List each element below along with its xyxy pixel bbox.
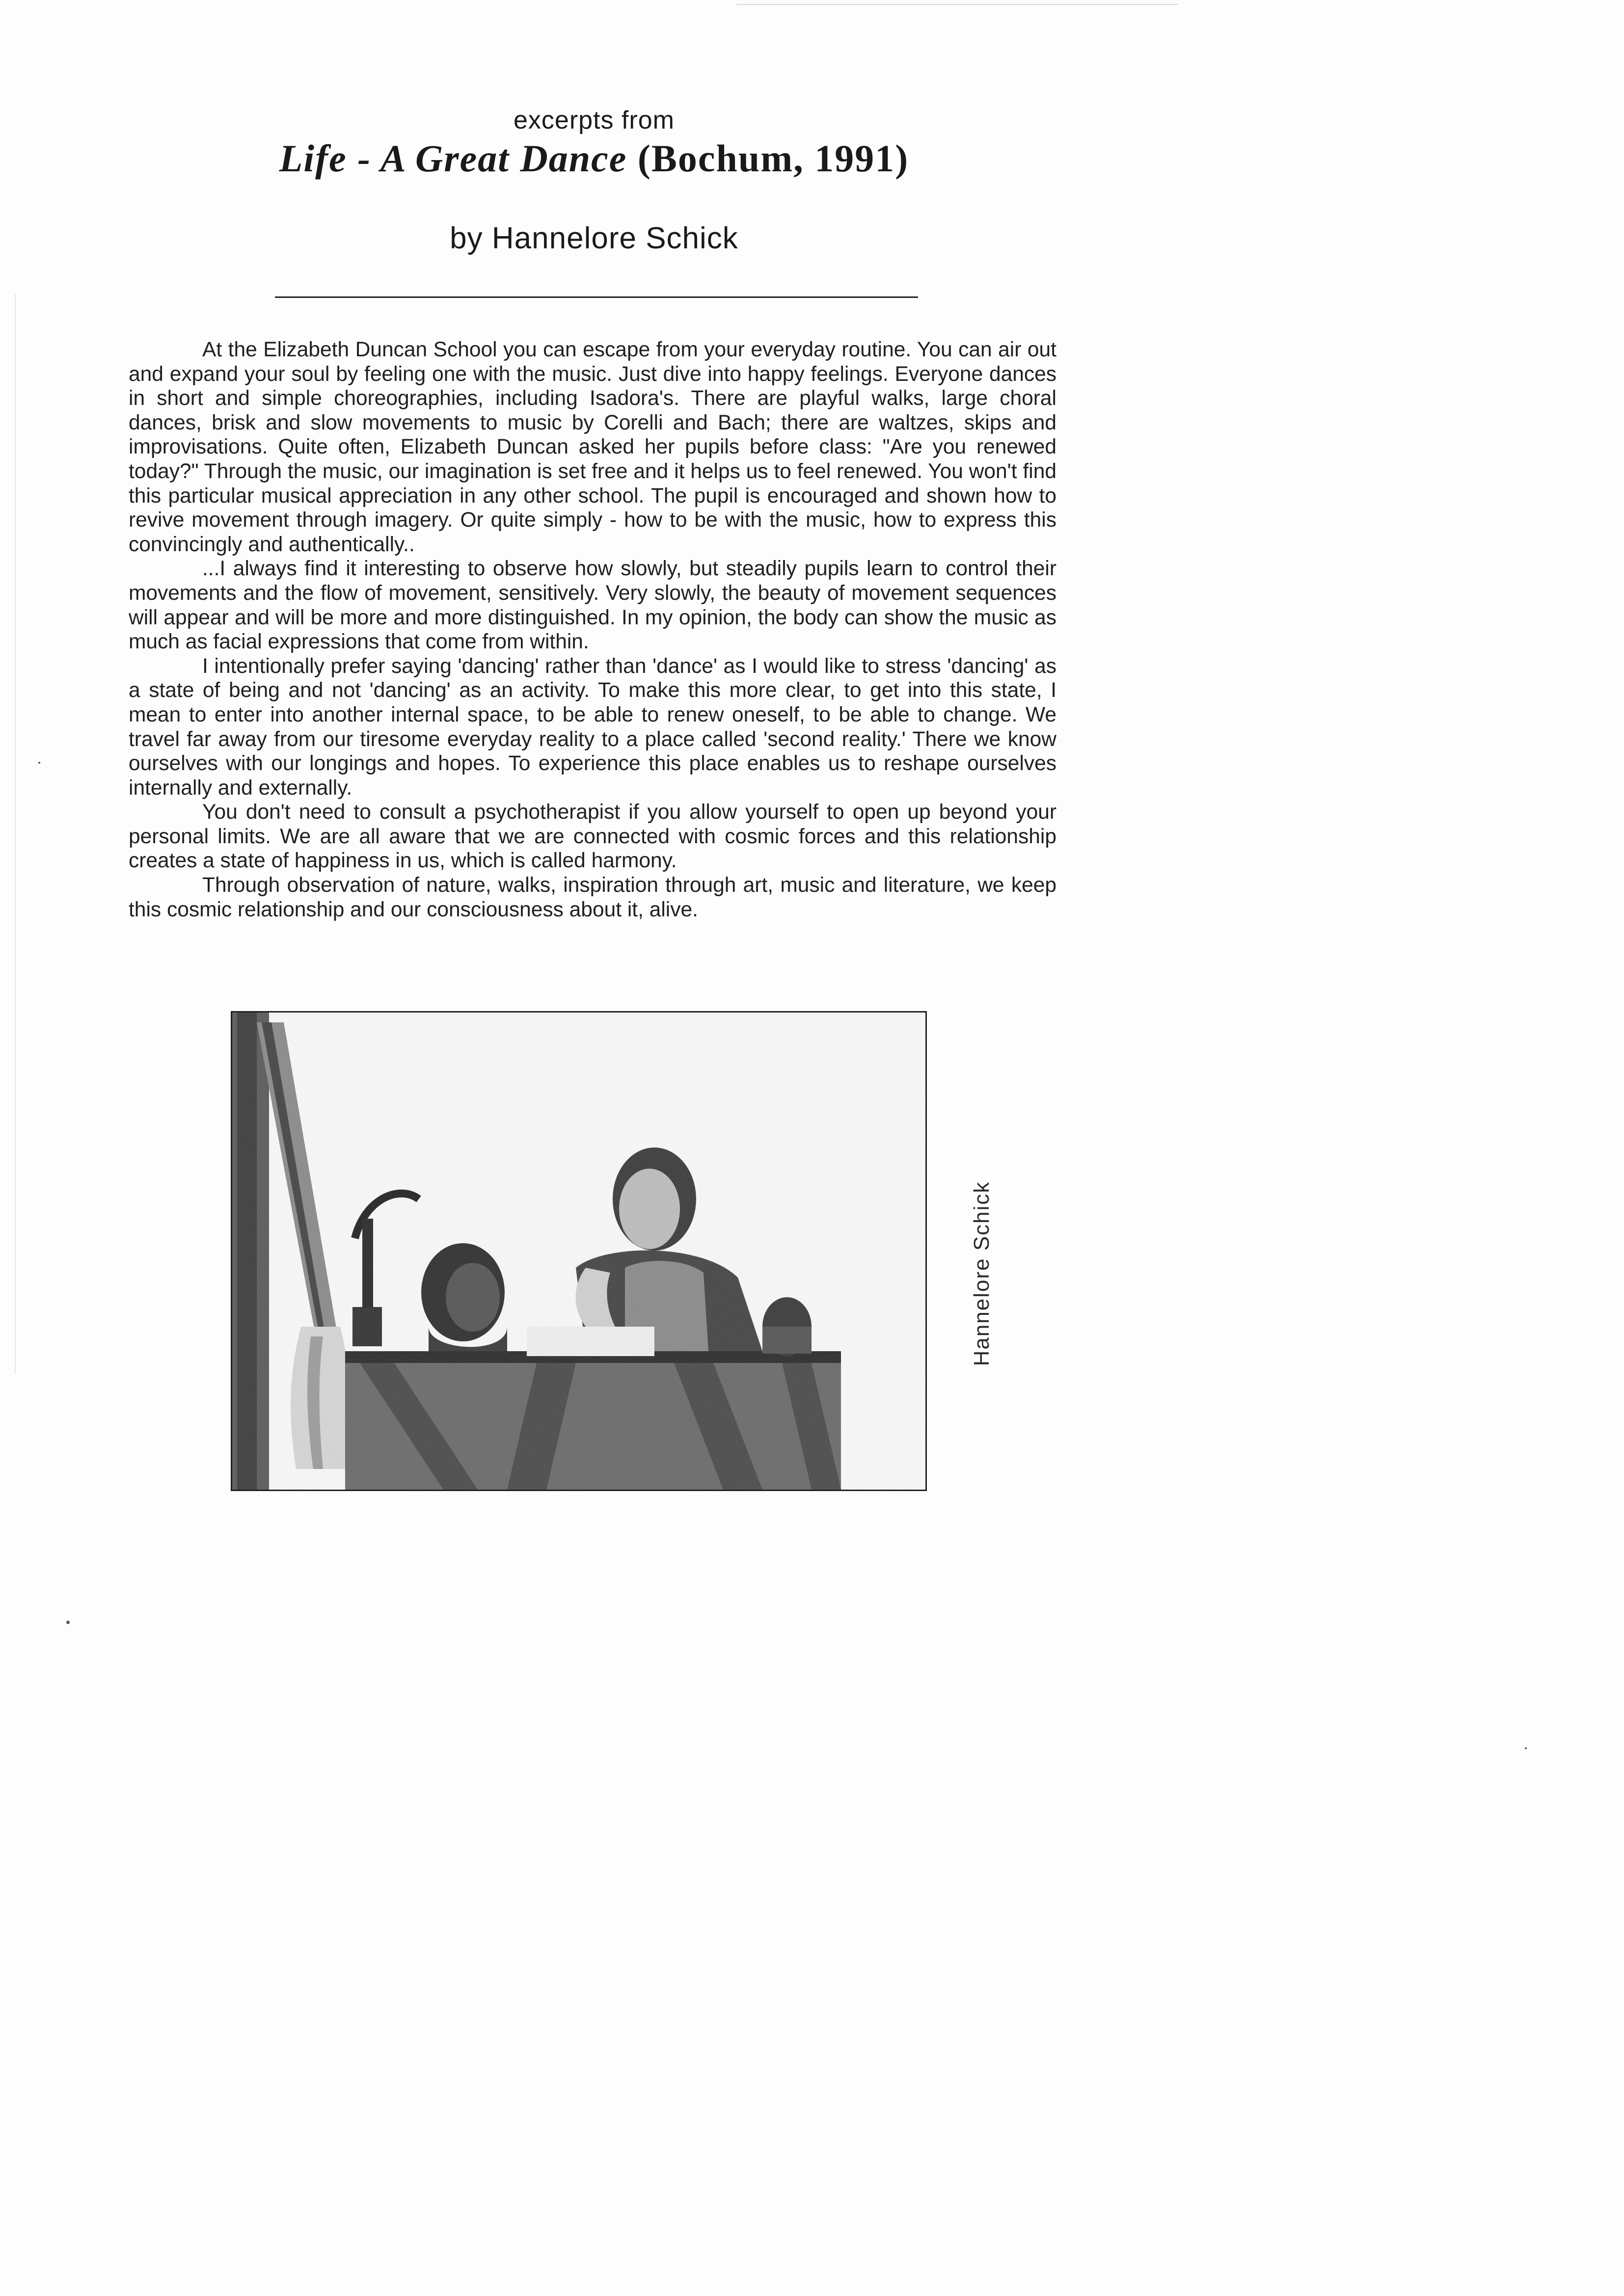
title-rest: (Bochum, 1991) [627,137,909,180]
paragraph: You don't need to consult a psychotherapist if you allow yourself to open up beyond your personal limits. We are all aware that we are connected with cosmic forces and this relationship creates a state of happiness in us, which is called harmony. [129,801,1056,873]
scan-speck [66,1621,70,1624]
byline: by Hannelore Schick [450,221,738,255]
document-title [0,136,1188,181]
photo-credit-text: Hannelore Schick [970,1181,994,1366]
scan-speck [38,762,40,764]
scan-speck [1525,1747,1527,1749]
paragraph: I intentionally prefer saying 'dancing' rather than 'dance' as I would like to stress 'dancing' as a state of being and not 'dancing' as an activity. To make this more clear, to get into this state, I mean to enter into another internal space, to be able to renew oneself, to be able to change. We travel far away from our tiresome everyday reality to a place called 'second reality.' There we know ourselves with our longings and hopes. To experience this place enables us to reshape ourselves internally and externally. [129,654,1056,800]
paragraph: ...I always find it interesting to observe how slowly, but steadily pupils learn to control their movements and the flow of movement, sensitively. Very slowly, the beauty of movement sequences will appear and will be more and more distinguished. In my opinion, the body can show the music as much as facial expressions that come from within. [129,557,1056,654]
article-body [129,338,1056,922]
paragraph: Through observation of nature, walks, inspiration through art, music and literature, we keep this cosmic relationship and our consciousness about it, alive. [129,874,1056,921]
photo-credit [962,1175,1001,1372]
paragraph: At the Elizabeth Duncan School you can escape from your everyday routine. You can air out and expand your soul by feeling one with the music. Just dive into happy feelings. Everyone dances in short and simple choreographies, including Isadora's. There are playful walks, large choral dances, brisk and slow movements to music by Corelli and Bach; there are waltzes, skips and improvisations. Quite often, Elizabeth Duncan asked her pupils before class: "Are you renewed today?" Through the music, our imagination is set free and it helps us to feel renewed. You won't find this particular musical appreciation in any other school. The pupil is encouraged and shown how to revive movement through imagery. Or quite simply - how to be with the music, how to express this convincingly and authentically.. [129,338,1056,556]
title-italic: Life - A Great Dance [279,137,627,180]
photograph-image [232,1013,925,1490]
excerpt-label: excerpts from [514,106,675,134]
scan-edge-top [736,4,1178,5]
scan-edge-left [15,294,16,1374]
photograph [231,1011,927,1491]
divider-rule [275,296,918,298]
